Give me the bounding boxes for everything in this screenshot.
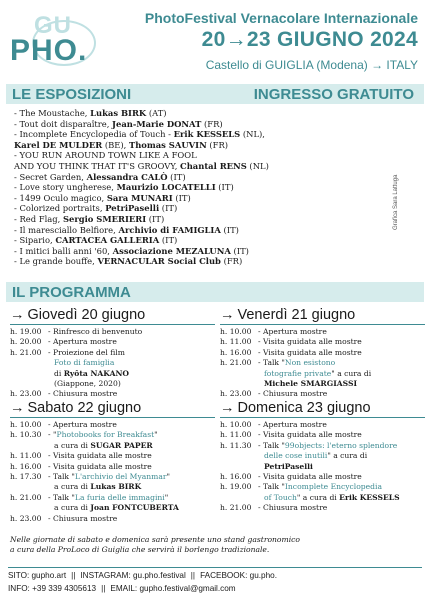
exhibition-author: Jean-Marie DONAT [112, 118, 202, 129]
day-title-text: Domenica 23 giugno [237, 400, 371, 416]
day-title [220, 400, 425, 418]
schedule-row [220, 420, 425, 430]
schedule-row [220, 503, 425, 513]
talk-title: Incomplete Encyclopedia [284, 482, 382, 492]
schedule-row [220, 389, 425, 399]
schedule-text: " a cura di [331, 368, 372, 378]
exhibition-text: (BE), [102, 139, 129, 150]
day-title-text: Venerdì 21 giugno [237, 307, 356, 323]
schedule-desc [258, 430, 425, 440]
schedule-row [220, 482, 425, 492]
schedule-time [220, 379, 258, 389]
schedule-time: h. 21.00 [10, 347, 42, 357]
exhibition-text: (FR) [206, 139, 229, 150]
schedule-row [10, 472, 215, 482]
schedule-row [10, 451, 215, 461]
schedule-text: " [164, 492, 169, 502]
exhibition-item [14, 119, 394, 130]
schedule-time: h. 10.00 [220, 420, 252, 429]
exhibition-text: - Sipario, [14, 235, 56, 246]
exhibition-text: - Love story ungherese, [14, 182, 117, 193]
exhibition-author: Erik KESSELS [173, 129, 241, 140]
footer-row-social [8, 569, 422, 582]
schedule-time: h. 19.00 [10, 327, 42, 336]
exhibition-author: Maurizio LOCATELLI [116, 182, 216, 193]
schedule-row [220, 348, 425, 358]
schedule-time: h. 16.00 [220, 347, 252, 357]
schedule-desc [258, 337, 425, 347]
exhibition-text: - Le grande bouffe, [14, 256, 98, 267]
schedule-row [220, 472, 425, 482]
schedule-row [10, 348, 215, 358]
contact-footer [8, 567, 422, 595]
separator: || [71, 571, 76, 580]
schedule-text: " a cura di [327, 451, 368, 461]
exhibition-text: (FR) [201, 118, 223, 129]
schedule-desc [48, 472, 215, 482]
schedule-text: di [54, 368, 64, 378]
schedule-desc [48, 503, 215, 513]
exhibition-text: - I mitici balli anni '60, [14, 245, 113, 256]
day-title [10, 307, 215, 325]
website-link[interactable]: SITO: gupho.art [8, 571, 67, 580]
schedule-row [220, 430, 425, 440]
day-title [10, 400, 215, 418]
schedule-text: - Visita guidata alle mostre [48, 451, 152, 461]
free-entry-label: INGRESSO GRATUITO [253, 86, 414, 103]
exhibition-text: - Secret Garden, [14, 171, 87, 182]
schedule-row [220, 327, 425, 337]
schedule-desc [48, 462, 215, 472]
schedule-time [10, 379, 48, 389]
schedule-row [10, 369, 215, 379]
exhibition-author: Sara MUNARI [106, 192, 173, 203]
schedule-time: h. 17.30 [10, 472, 42, 482]
schedule-desc [258, 369, 425, 379]
schedule-desc [258, 482, 425, 492]
schedule-desc [258, 379, 425, 389]
schedule-desc [258, 348, 425, 358]
schedule-text: - Talk " [48, 492, 75, 502]
schedule-desc [48, 482, 215, 492]
schedule-desc [258, 327, 425, 337]
exhibition-text: - Colorized portraits, [14, 203, 106, 214]
schedule-row [10, 514, 215, 524]
talk-title: L'archivio del Myanmar [74, 472, 167, 482]
schedule-desc [48, 379, 215, 389]
schedule-time [10, 503, 48, 513]
exhibitions-heading: LE ESPOSIZIONI [12, 86, 132, 103]
logo-bottom-text: PHO. [10, 34, 88, 67]
exhibition-item [14, 246, 394, 257]
schedule-time: h. 16.00 [10, 461, 42, 471]
exhibitions-header-bar [6, 84, 424, 104]
day-friday [220, 307, 425, 400]
exhibition-text: - Red Flag, [14, 213, 63, 224]
schedule-desc [48, 337, 215, 347]
exhibition-text: - 1499 Oculo magico, [14, 192, 107, 203]
schedule-row [10, 327, 215, 337]
schedule-text: - " [48, 430, 57, 440]
exhibition-author: Sergio SMERIERI [62, 213, 147, 224]
day-saturday [10, 400, 215, 524]
exhibition-item [14, 140, 394, 151]
exhibition-author: Lukas BIRK [90, 108, 147, 118]
exhibition-author: CARTACEA GALLERIA [55, 235, 160, 246]
schedule-text: - Chiusura mostre [48, 389, 118, 399]
schedule-text: " a cura di [296, 492, 340, 502]
talk-title: Photobooks for Breakfast [56, 430, 155, 440]
talk-title: of Touch [264, 492, 297, 502]
schedule-time: h. 10.00 [220, 327, 252, 336]
schedule-text: - Visita guidata alle mostre [258, 347, 362, 357]
schedule-time [220, 369, 258, 379]
exhibition-author: Archivio di FAMIGLIA [118, 224, 221, 235]
arrow-right-icon: → [10, 400, 25, 416]
schedule-time: h. 10.30 [10, 430, 42, 440]
arrow-right-icon: → [220, 400, 235, 416]
exhibition-item [14, 235, 394, 246]
schedule-desc [48, 430, 215, 440]
exhibition-text: (IT) [230, 245, 249, 256]
exhibitions-list [14, 108, 394, 267]
schedule-desc [258, 472, 425, 482]
speaker-name: Erik KESSELS [339, 492, 400, 502]
arrow-right-icon: → [220, 307, 235, 323]
schedule-row [10, 337, 215, 347]
exhibition-text: (NL), [240, 129, 265, 140]
schedule-row [220, 358, 425, 368]
speaker-name: Joan FONTCUBERTA [90, 503, 179, 513]
note-line: Nelle giornate di sabato e domenica sarà presente uno stand gastronomico [10, 535, 300, 544]
schedule-row [220, 369, 425, 379]
schedule-text: - Chiusura mostre [258, 503, 328, 513]
schedule-desc [258, 451, 425, 461]
exhibition-item [14, 150, 394, 161]
schedule-time: h. 21.00 [220, 503, 252, 513]
schedule-text: " [166, 472, 171, 482]
separator: || [101, 584, 106, 593]
talk-title: fotografie private [264, 368, 332, 378]
schedule-time: h. 11.00 [10, 451, 42, 461]
exhibition-item [14, 129, 394, 140]
schedule-desc [48, 358, 215, 368]
exhibition-text: (IT) [172, 192, 191, 203]
exhibition-item [14, 108, 394, 119]
schedule-desc [48, 389, 215, 399]
logo-top-text: GU [34, 12, 72, 39]
speaker-name: Michele SMARGIASSI [264, 379, 358, 389]
schedule-desc [48, 493, 215, 503]
exhibition-text: (IT) [146, 213, 165, 224]
schedule-time: h. 11.30 [220, 440, 252, 450]
exhibition-text: (AT) [146, 108, 167, 118]
schedule-row [10, 441, 215, 451]
festival-dates: 20→23 GIUGNO 2024 [201, 28, 418, 51]
schedule-text: - Visita guidata alle mostre [258, 430, 362, 440]
day-thursday [10, 307, 215, 400]
schedule-text: - Visita guidata alle mostre [258, 472, 362, 482]
schedule-time: h. 23.00 [10, 389, 42, 399]
note-line: a cura della ProLoco di Guiglia che servirà il borlengo tradizionale. [10, 545, 270, 555]
schedule-desc [48, 420, 215, 430]
phone-info: INFO: +39 339 4305613 [8, 584, 97, 593]
speaker-name: PetriPaselli [264, 461, 313, 471]
schedule-desc [258, 358, 425, 368]
schedule-row [10, 379, 215, 389]
schedule-row [220, 451, 425, 461]
schedule-text: a cura di [54, 503, 91, 513]
day-title-text: Sabato 22 giugno [27, 400, 142, 416]
schedule-desc [258, 420, 425, 430]
exhibition-item [14, 193, 394, 204]
schedule-text: a cura di [54, 440, 91, 450]
exhibition-item [14, 172, 394, 183]
schedule-row [10, 503, 215, 513]
schedule-time: h. 21.00 [220, 358, 252, 368]
schedule-desc [258, 493, 425, 503]
schedule-desc [258, 462, 425, 472]
schedule-text: - Chiusura mostre [258, 389, 328, 399]
exhibition-text: (IT) [215, 182, 234, 193]
schedule-text: - Chiusura mostre [48, 513, 118, 523]
schedule-row [10, 462, 215, 472]
schedule-time [10, 369, 48, 379]
schedule-desc [48, 441, 215, 451]
schedule-row [10, 482, 215, 492]
talk-title: Non esistono [284, 358, 336, 368]
talk-title: Foto di famiglia [54, 358, 115, 368]
instagram-link[interactable]: INSTAGRAM: gu.pho.festival [80, 571, 186, 580]
schedule-time: h. 23.00 [10, 513, 42, 523]
schedule-time: h. 16.00 [220, 472, 252, 482]
schedule-time: h. 23.00 [220, 389, 252, 399]
exhibition-text: - Incomplete Encyclopedia of Touch - [14, 129, 174, 140]
exhibition-text: (IT) [220, 224, 239, 235]
schedule-row [10, 430, 215, 440]
exhibition-author: PetriPaselli [105, 203, 160, 214]
schedule-desc [258, 389, 425, 399]
schedule-time: h. 20.00 [10, 337, 42, 347]
exhibition-text: - Il maresciallo Belfiore, [14, 224, 119, 235]
programme-heading: IL PROGRAMMA [12, 284, 131, 301]
exhibition-text: - YOU RUN AROUND TOWN LIKE A FOOL [14, 150, 197, 161]
schedule-row [10, 358, 215, 368]
schedule-text: - Talk " [258, 358, 285, 368]
exhibition-author: Chantal RENS [180, 160, 247, 171]
schedule-time [10, 358, 48, 368]
schedule-text: - Talk " [258, 440, 285, 450]
schedule-time [10, 441, 48, 451]
day-title [220, 307, 425, 325]
schedule-time [220, 462, 258, 472]
schedule-text: - Apertura mostre [258, 327, 327, 336]
exhibition-text: AND YOU THINK THAT IT'S GROOVY, [14, 160, 181, 171]
exhibition-item [14, 203, 394, 214]
exhibition-author: Karel DE MULDER [14, 139, 103, 150]
talk-title: delle cose inutili [264, 451, 328, 461]
schedule-desc [48, 369, 215, 379]
graphics-credit: Grafica Sara Lattuga [393, 174, 399, 230]
exhibition-text: - The Moustache, [14, 108, 91, 118]
exhibition-text: - Tout doit disparaître, [14, 118, 113, 129]
schedule-row [220, 337, 425, 347]
schedule-desc [48, 514, 215, 524]
schedule-desc [48, 451, 215, 461]
schedule-row [10, 389, 215, 399]
exhibition-item [14, 214, 394, 225]
exhibition-author: Associazione MEZALUNA [112, 245, 231, 256]
arrow-right-icon: → [10, 307, 25, 323]
schedule-time: h. 11.00 [220, 337, 252, 347]
schedule-row [10, 493, 215, 503]
speaker-name: Lukas BIRK [90, 482, 142, 492]
schedule-time [10, 482, 48, 492]
schedule-row [220, 462, 425, 472]
talk-title: 99objects: l'eterno splendore [284, 440, 398, 450]
schedule-text: " [154, 430, 158, 440]
schedule-desc [258, 441, 425, 451]
exhibition-text: (FR) [220, 256, 243, 267]
schedule-text: - Visita guidata alle mostre [258, 337, 362, 347]
exhibition-item [14, 161, 394, 172]
schedule-time [220, 493, 258, 503]
footer-row-contact [8, 582, 422, 595]
exhibition-author: VERNACULAR Social Club [97, 256, 221, 267]
exhibition-item [14, 256, 394, 267]
schedule-text: - Proiezione del film [48, 347, 125, 357]
speaker-name: Ryôta NAKANO [63, 368, 130, 378]
schedule-text: - Talk " [258, 482, 285, 492]
schedule-text: - Visita guidata alle mostre [48, 461, 152, 471]
festival-title: PhotoFestival Vernacolare Internazionale [144, 10, 418, 26]
exhibition-text: (NL) [246, 160, 269, 171]
email-link[interactable]: EMAIL: gupho.festival@gmail.com [110, 584, 236, 593]
schedule-desc [258, 503, 425, 513]
day-sunday [220, 400, 425, 514]
schedule-row [220, 493, 425, 503]
schedule-time: h. 21.00 [10, 492, 42, 502]
exhibition-item [14, 225, 394, 236]
schedule-time: h. 19.00 [220, 482, 252, 492]
festival-place: Castello di GUIGLIA (Modena) → ITALY [205, 58, 418, 72]
schedule-text: - Apertura mostre [48, 420, 117, 429]
schedule-text: - Apertura mostre [48, 337, 117, 347]
schedule-text: a cura di [54, 482, 91, 492]
programme-header-bar [6, 282, 424, 302]
schedule-time [220, 451, 258, 461]
exhibition-author: Thomas SAUVIN [128, 139, 207, 150]
exhibition-text: (IT) [167, 171, 186, 182]
schedule-row [220, 441, 425, 451]
schedule-row [220, 379, 425, 389]
exhibition-item [14, 182, 394, 193]
schedule-desc [48, 348, 215, 358]
schedule-time: h. 11.00 [220, 430, 252, 440]
schedule-text: (Giappone, 2020) [54, 379, 121, 389]
exhibition-author: Alessandra CALÒ [86, 171, 168, 182]
schedule-desc [48, 327, 215, 337]
talk-title: La furia delle immagini [74, 492, 165, 502]
speaker-name: SUGAR PAPER [90, 440, 153, 450]
exhibition-text: (IT) [159, 235, 178, 246]
separator: || [190, 571, 196, 580]
food-stand-note [10, 535, 422, 556]
schedule-text: - Apertura mostre [258, 420, 327, 429]
exhibition-text: (IT) [159, 203, 178, 214]
schedule-row [10, 420, 215, 430]
facebook-link[interactable]: FACEBOOK: gu.pho. [200, 571, 277, 580]
schedule-text: - Talk " [48, 472, 75, 482]
day-title-text: Giovedì 20 giugno [27, 307, 146, 323]
schedule-time: h. 10.00 [10, 420, 42, 429]
schedule-text: - Rinfresco di benvenuto [48, 327, 143, 336]
